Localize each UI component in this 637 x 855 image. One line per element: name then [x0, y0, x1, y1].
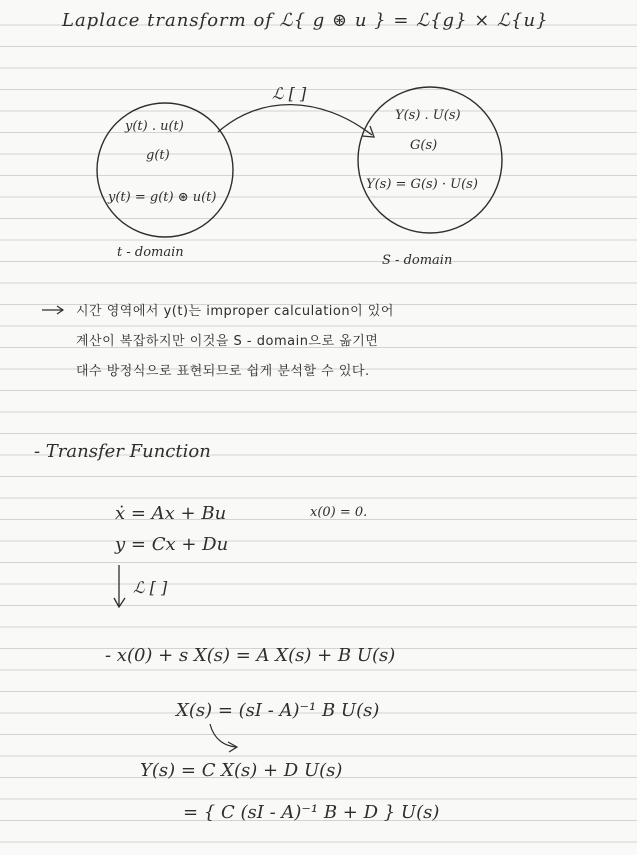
- transformed-equation: - x(0) + s X(s) = A X(s) + B U(s): [105, 645, 396, 666]
- state-solution: X(s) = (sI - A)⁻¹ B U(s): [176, 700, 380, 721]
- s-domain-line3: Y(s) = G(s) · U(s): [366, 177, 478, 192]
- s-domain-caption: S - domain: [382, 253, 453, 268]
- note-line2: 계산이 복잡하지만 이것을 S - domain으로 옮기면: [76, 334, 379, 349]
- output-equation: y = Cx + Du: [115, 534, 229, 555]
- s-domain-line1: Y(s) . U(s): [395, 108, 461, 123]
- transform-arrow: [218, 105, 372, 135]
- t-domain-line3: y(t) = g(t) ⊛ u(t): [108, 190, 217, 205]
- note-line1: 시간 영역에서 y(t)는 improper calculation이 있어: [76, 304, 394, 319]
- initial-condition: x(0) = 0.: [310, 505, 368, 520]
- arrow-transform-label: ℒ [ ]: [272, 84, 307, 103]
- page-title: Laplace transform of ℒ{ g ⊛ u } = ℒ{g} × ℒ{u}: [62, 10, 549, 31]
- state-equation: ẋ = Ax + Bu: [115, 503, 227, 524]
- t-domain-line1: y(t) . u(t): [125, 119, 184, 134]
- s-domain-line2: G(s): [410, 138, 438, 153]
- output-solution: Y(s) = C X(s) + D U(s): [140, 760, 343, 781]
- substitution-arrow: [210, 724, 236, 747]
- t-domain-line2: g(t): [146, 148, 170, 163]
- laplace-operator: ℒ [ ]: [133, 578, 168, 597]
- transfer-function: = { C (sI - A)⁻¹ B + D } U(s): [183, 802, 440, 823]
- note-line3: 대수 방정식으로 표현되므로 쉽게 분석할 수 있다.: [76, 364, 370, 379]
- t-domain-caption: t - domain: [117, 245, 184, 260]
- section-title: - Transfer Function: [34, 441, 211, 462]
